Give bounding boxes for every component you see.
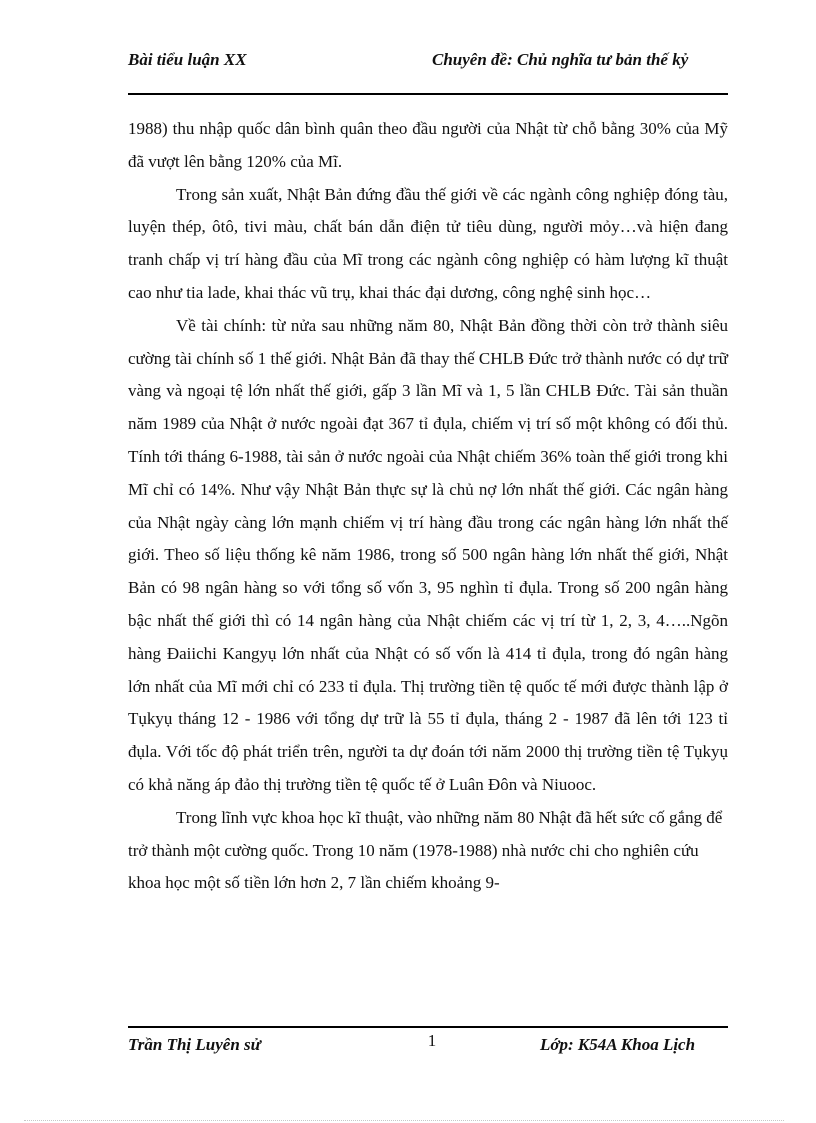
paragraph-3: Về tài chính: từ nửa sau những năm 80, Nhật Bản đồng thời còn trở thành siêu cường tài chính số 1 thế giới. Nhật Bản đã thay thế CHLB Đức trở thành nước có dự trữ vàng và ngoại tệ lớn nhất thế giới, gấp 3 lần Mĩ và 1, 5 lần CHLB Đức. Tài sản thuần năm 1989 của Nhật ở nước ngoài đạt 367 tỉ đụla, chiếm vị trí số một không có đối thủ. Tính tới tháng 6-1988, tài sản ở nước ngoài của Nhật chiếm 36% toàn thế giới trong khi Mĩ chỉ có 14%. Như vậy Nhật Bản thực sự là chủ nợ lớn nhất thế giới. Các ngân hàng của Nhật ngày càng lớn mạnh chiếm vị trí hàng đầu trong các ngân hàng lớn nhất thế giới. Theo số liệu thống kê năm 1986, trong số 500 ngân hàng lớn nhất thế giới, Nhật Bản có 98 ngân hàng so với tổng số vốn 3, 95 nghìn tỉ đụla. Trong số 200 ngân hàng bậc nhất thế giới thì có 14 ngân hàng của Nhật chiếm các vị trí từ 1, 2, 3, 4…..Ngõn hàng Đaiichi Kangyụ lớn nhất của Nhật có số vốn là 414 tỉ đụla, trong đó ngân hàng lớn nhất của Mĩ mới chỉ có 233 tỉ đụla. Thị trường tiền tệ quốc tế mới được thành lập ở Tụkyụ tháng 12 - 1986 với tổng dự trữ là 55 tỉ đụla, tháng 2 - 1987 đã lên tới 123 tỉ đụla. Với tốc độ phát triển trên, người ta dự đoán tới năm 2000 thị trường tiền tệ Tụkyụ có khả năng áp đảo thị trường tiền tệ quốc tế ở Luân Đôn và Niuooc. — [128, 315, 728, 794]
header-title-right: Chuyên đề: Chủ nghĩa tư bản thế kỷ — [432, 50, 689, 69]
paragraph-4: Trong lĩnh vực khoa học kĩ thuật, vào những năm 80 Nhật đã hết sức cố gắng để trở thành một cường quốc. Trong 10 năm (1978-1988) nhà nước chi cho nghiên cứu khoa học một số tiền lớn hơn 2, 7 lần chiếm khoảng 9- — [128, 807, 723, 893]
paragraph-2: Trong sản xuất, Nhật Bản đứng đầu thế giới về các ngành công nghiệp đóng tàu, luyện thép, ôtô, tivi màu, chất bán dẫn điện tử tiêu dùng, người mỏy…và hiện đang tranh chấp vị trí hàng đầu của Mĩ trong các ngành công nghiệp có hàm lượng kĩ thuật cao như tia lade, khai thác vũ trụ, khai thác đại dương, công nghệ sinh học… — [128, 184, 728, 302]
document-body — [128, 113, 728, 900]
page-number: 1 — [427, 1031, 437, 1050]
footer-class: Lớp: K54A Khoa Lịch — [540, 1035, 696, 1054]
footer-author: Trần Thị Luyên sử — [128, 1035, 261, 1054]
footer-divider — [128, 1026, 728, 1028]
paragraph-1: 1988) thu nhập quốc dân bình quân theo đầu người của Nhật từ chỗ bằng 30% của Mỹ đã vượt lên bằng 120% của Mĩ. — [128, 119, 728, 171]
header-divider — [128, 93, 728, 95]
header-title-left: Bài tiểu luận XX — [128, 50, 247, 69]
page-edge-divider — [24, 1120, 784, 1121]
